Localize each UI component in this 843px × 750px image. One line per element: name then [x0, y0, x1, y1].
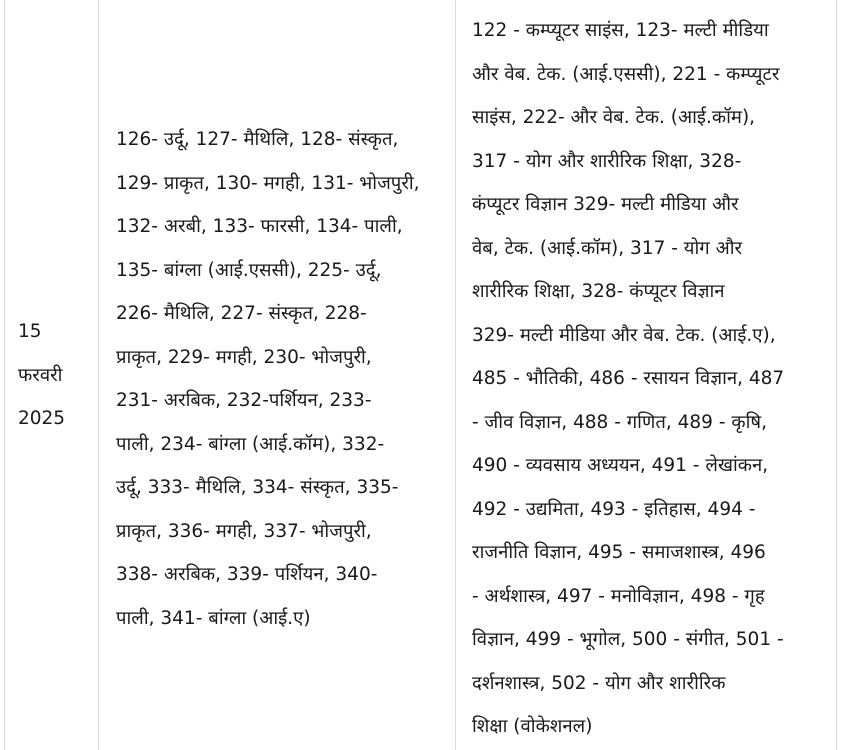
text-line: पाली, 341- बांग्ला (आई.ए) — [116, 607, 311, 629]
text-line: 492 - उद्यमिता, 493 - इतिहास, 494 - — [472, 498, 756, 520]
text-line: प्राकृत, 336- मगही, 337- भोजपुरी, — [116, 520, 372, 542]
text-line: 329- मल्टी मीडिया और वेब. टेक. (आई.ए), — [472, 324, 776, 346]
column-divider-1 — [98, 0, 99, 750]
date-cell — [18, 310, 96, 441]
language-subjects-cell — [116, 118, 446, 640]
text-line: 122 - कम्प्यूटर साइंस, 123- मल्टी मीडिया — [472, 20, 769, 41]
text-line: उर्दू, 333- मैथिलि, 334- संस्कृत, 335- — [116, 477, 399, 498]
text-line: 126- उर्दू, 127- मैथिलि, 128- संस्कृत, — [116, 129, 399, 150]
text-line: वेब, टेक. (आई.कॉम), 317 - योग और — [472, 237, 743, 259]
text-line: 490 - व्यवसाय अध्ययन, 491 - लेखांकन, — [472, 455, 769, 476]
text-line: 231- अरबिक, 232-पर्शियन, 233- — [116, 390, 372, 411]
text-line: 317 - योग और शारीरिक शिक्षा, 328- — [472, 150, 742, 172]
text-line: कंप्यूटर विज्ञान 329- मल्टी मीडिया और — [472, 194, 739, 215]
text-line: 226- मैथिलि, 227- संस्कृत, 228- — [116, 303, 367, 324]
date-year: 2025 — [18, 408, 66, 429]
date-day: 15 — [18, 321, 42, 342]
table-border-left — [4, 0, 5, 750]
text-line: प्राकृत, 229- मगही, 230- भोजपुरी, — [116, 346, 372, 368]
text-line: विज्ञान, 499 - भूगोल, 500 - संगीत, 501 - — [472, 629, 784, 650]
text-line: 485 - भौतिकी, 486 - रसायन विज्ञान, 487 — [472, 368, 785, 389]
date-month: फरवरी — [18, 364, 63, 386]
other-subjects-cell — [472, 9, 832, 749]
text-line: शारीरिक शिक्षा, 328- कंप्यूटर विज्ञान — [472, 281, 725, 302]
text-line: 135- बांग्ला (आई.एससी), 225- उर्दू, — [116, 259, 382, 281]
text-line: साइंस, 222- और वेब. टेक. (आई.कॉम), — [472, 107, 756, 128]
text-line: - अर्थशास्त्र, 497 - मनोविज्ञान, 498 - गृह — [472, 585, 765, 607]
text-line: पाली, 234- बांग्ला (आई.कॉम), 332- — [116, 433, 385, 455]
table-border-right — [836, 0, 837, 750]
text-line: 129- प्राकृत, 130- मगही, 131- भोजपुरी, — [116, 172, 420, 194]
column-divider-2 — [455, 0, 456, 750]
text-line: शिक्षा (वोकेशनल) — [472, 716, 593, 737]
text-line: - जीव विज्ञान, 488 - गणित, 489 - कृषि, — [472, 411, 767, 433]
text-line: और वेब. टेक. (आई.एससी), 221 - कम्प्यूटर — [472, 63, 780, 85]
text-line: 338- अरबिक, 339- पर्शियन, 340- — [116, 564, 378, 585]
text-line: राजनीति विज्ञान, 495 - समाजशास्त्र, 496 — [472, 542, 766, 563]
text-line: दर्शनशास्त्र, 502 - योग और शारीरिक — [472, 672, 726, 694]
text-line: 132- अरबी, 133- फारसी, 134- पाली, — [116, 216, 403, 237]
